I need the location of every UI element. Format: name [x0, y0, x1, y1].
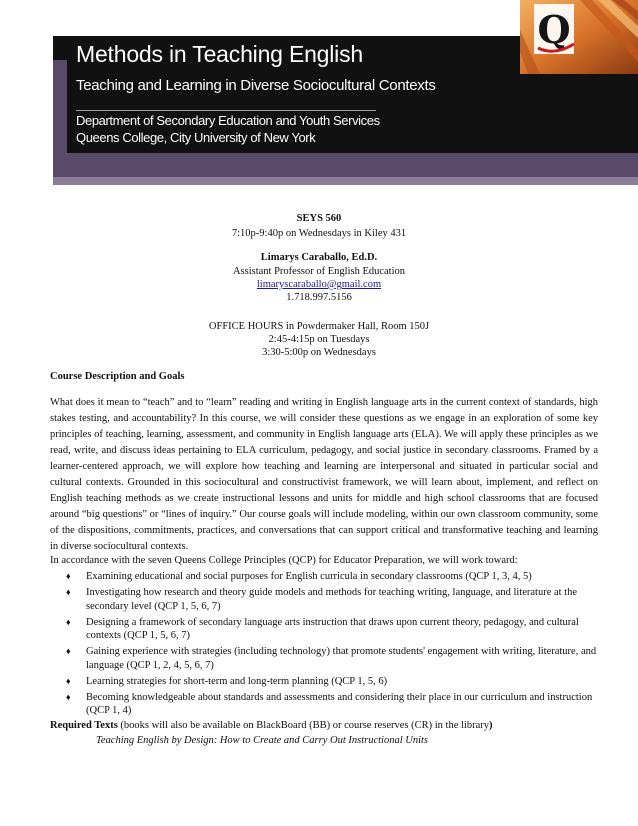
office-hours-heading: OFFICE HOURS in Powdermaker Hall, Room 150J — [208, 321, 430, 332]
required-book-title: Teaching English by Design: How to Create and Carry Out Instructional Units — [96, 735, 429, 746]
header-accent-bar — [53, 60, 67, 177]
required-texts-note: (books will also be available on BlackBoard (BB) or course reserves (CR) in the library — [117, 720, 489, 731]
office-hours-slot: 2:45-4:15p on Tuesdays — [268, 334, 370, 345]
header-shadow — [53, 153, 638, 177]
goal-text: Examining educational and social purposes for English curricula in secondary classrooms (QCP 1, 3, 4, 5) — [86, 571, 532, 582]
list-item — [50, 616, 598, 643]
queens-college-logo — [520, 0, 638, 74]
course-description-paragraph: What does it mean to “teach” and to “learn” reading and writing in English language arts in the current context of standards, high stakes testing, and accountability? In this course, we will consider these questions as we engage in an exploration of some key principles of teaching, learning, assessment, and community in English language arts (ELA). We will apply these principles as we read, write, and discuss ideas pertaining to ELA curriculum, pedagogy, and social justice in secondary classrooms. Framed by a learner-centered approach, we will explore how teaching and learning are interpersonal and situated in particular social and cultural contexts. Grounded in this sociocultural and constructivist framework, we will learn about, implement, and reflect on English teaching methods as we create instructional lessons and units for middle and high school classrooms that are focused around “big questions” or “lines of inquiry.” Our course goals will include modeling, within our own classroom community, some of the dispositions, commitments, practices, and conversations that can support critical and transformative teaching and learning in diverse sociocultural contexts. — [50, 397, 598, 552]
required-texts-label: Required Texts — [50, 720, 118, 731]
instructor-title: Assistant Professor of English Education — [232, 266, 406, 277]
goal-text: Gaining experience with strategies (including technology) that promote students' engagement with writing, literature, and language (QCP 1, 2, 4, 5, 6, 7) — [86, 646, 597, 671]
page-title: Methods in Teaching English — [76, 41, 363, 67]
goal-text: Investigating how research and theory guide models and methods for teaching writing, language, and literature at the secondary level (QCP 1, 5, 6, 7) — [86, 587, 578, 612]
goals-intro: In accordance with the seven Queens College Principles (QCP) for Educator Preparation, we will work toward: — [50, 555, 518, 566]
logo-graphic — [520, 0, 638, 74]
diamond-bullet-icon: ♦ — [66, 587, 71, 597]
goal-text: Designing a framework of secondary language arts instruction that draws upon current theory, pedagogy, and cultural contexts (QCP 1, 5, 6, 7) — [86, 616, 579, 641]
instructor-phone: 1.718.997.5156 — [286, 292, 352, 303]
list-item — [50, 691, 598, 718]
office-hours-slot: 3:30-5:00p on Wednesdays — [262, 347, 376, 358]
college-name: Queens College, City University of New York — [76, 130, 316, 145]
diamond-bullet-icon: ♦ — [66, 616, 71, 627]
goal-text: Learning strategies for short-term and long-term planning (QCP 1, 5, 6) — [86, 675, 388, 687]
course-code: SEYS 560 — [296, 213, 342, 224]
goals-list — [50, 570, 598, 720]
list-item — [50, 586, 598, 613]
list-item — [50, 570, 598, 584]
instructor-email-row — [0, 278, 638, 291]
diamond-bullet-icon: ♦ — [66, 691, 71, 702]
instructor-name: Limarys Caraballo, Ed.D. — [260, 252, 378, 263]
list-item — [50, 645, 598, 672]
page-subtitle: Teaching and Learning in Diverse Sociocultural Contexts — [76, 77, 436, 94]
diamond-bullet-icon: ♦ — [66, 646, 71, 656]
instructor-email-link[interactable]: limaryscaraballo@gmail.com — [256, 279, 382, 290]
header-divider — [76, 110, 376, 111]
required-texts-line — [50, 720, 492, 731]
diamond-bullet-icon: ♦ — [66, 571, 71, 581]
header-shadow-line — [53, 177, 638, 185]
list-item — [50, 675, 598, 689]
section-heading: Course Description and Goals — [50, 371, 185, 382]
department-name: Department of Secondary Education and Youth Services — [76, 113, 380, 128]
required-texts-close: ) — [488, 720, 493, 731]
goal-text: Becoming knowledgeable about standards and assessments and considering their place in our curriculum and instruction (QCP 1, 4) — [86, 691, 593, 716]
logo-letter: Q — [537, 7, 571, 52]
course-schedule: 7:10p-9:40p on Wednesdays in Kiley 431 — [231, 228, 407, 239]
diamond-bullet-icon: ♦ — [66, 675, 71, 686]
